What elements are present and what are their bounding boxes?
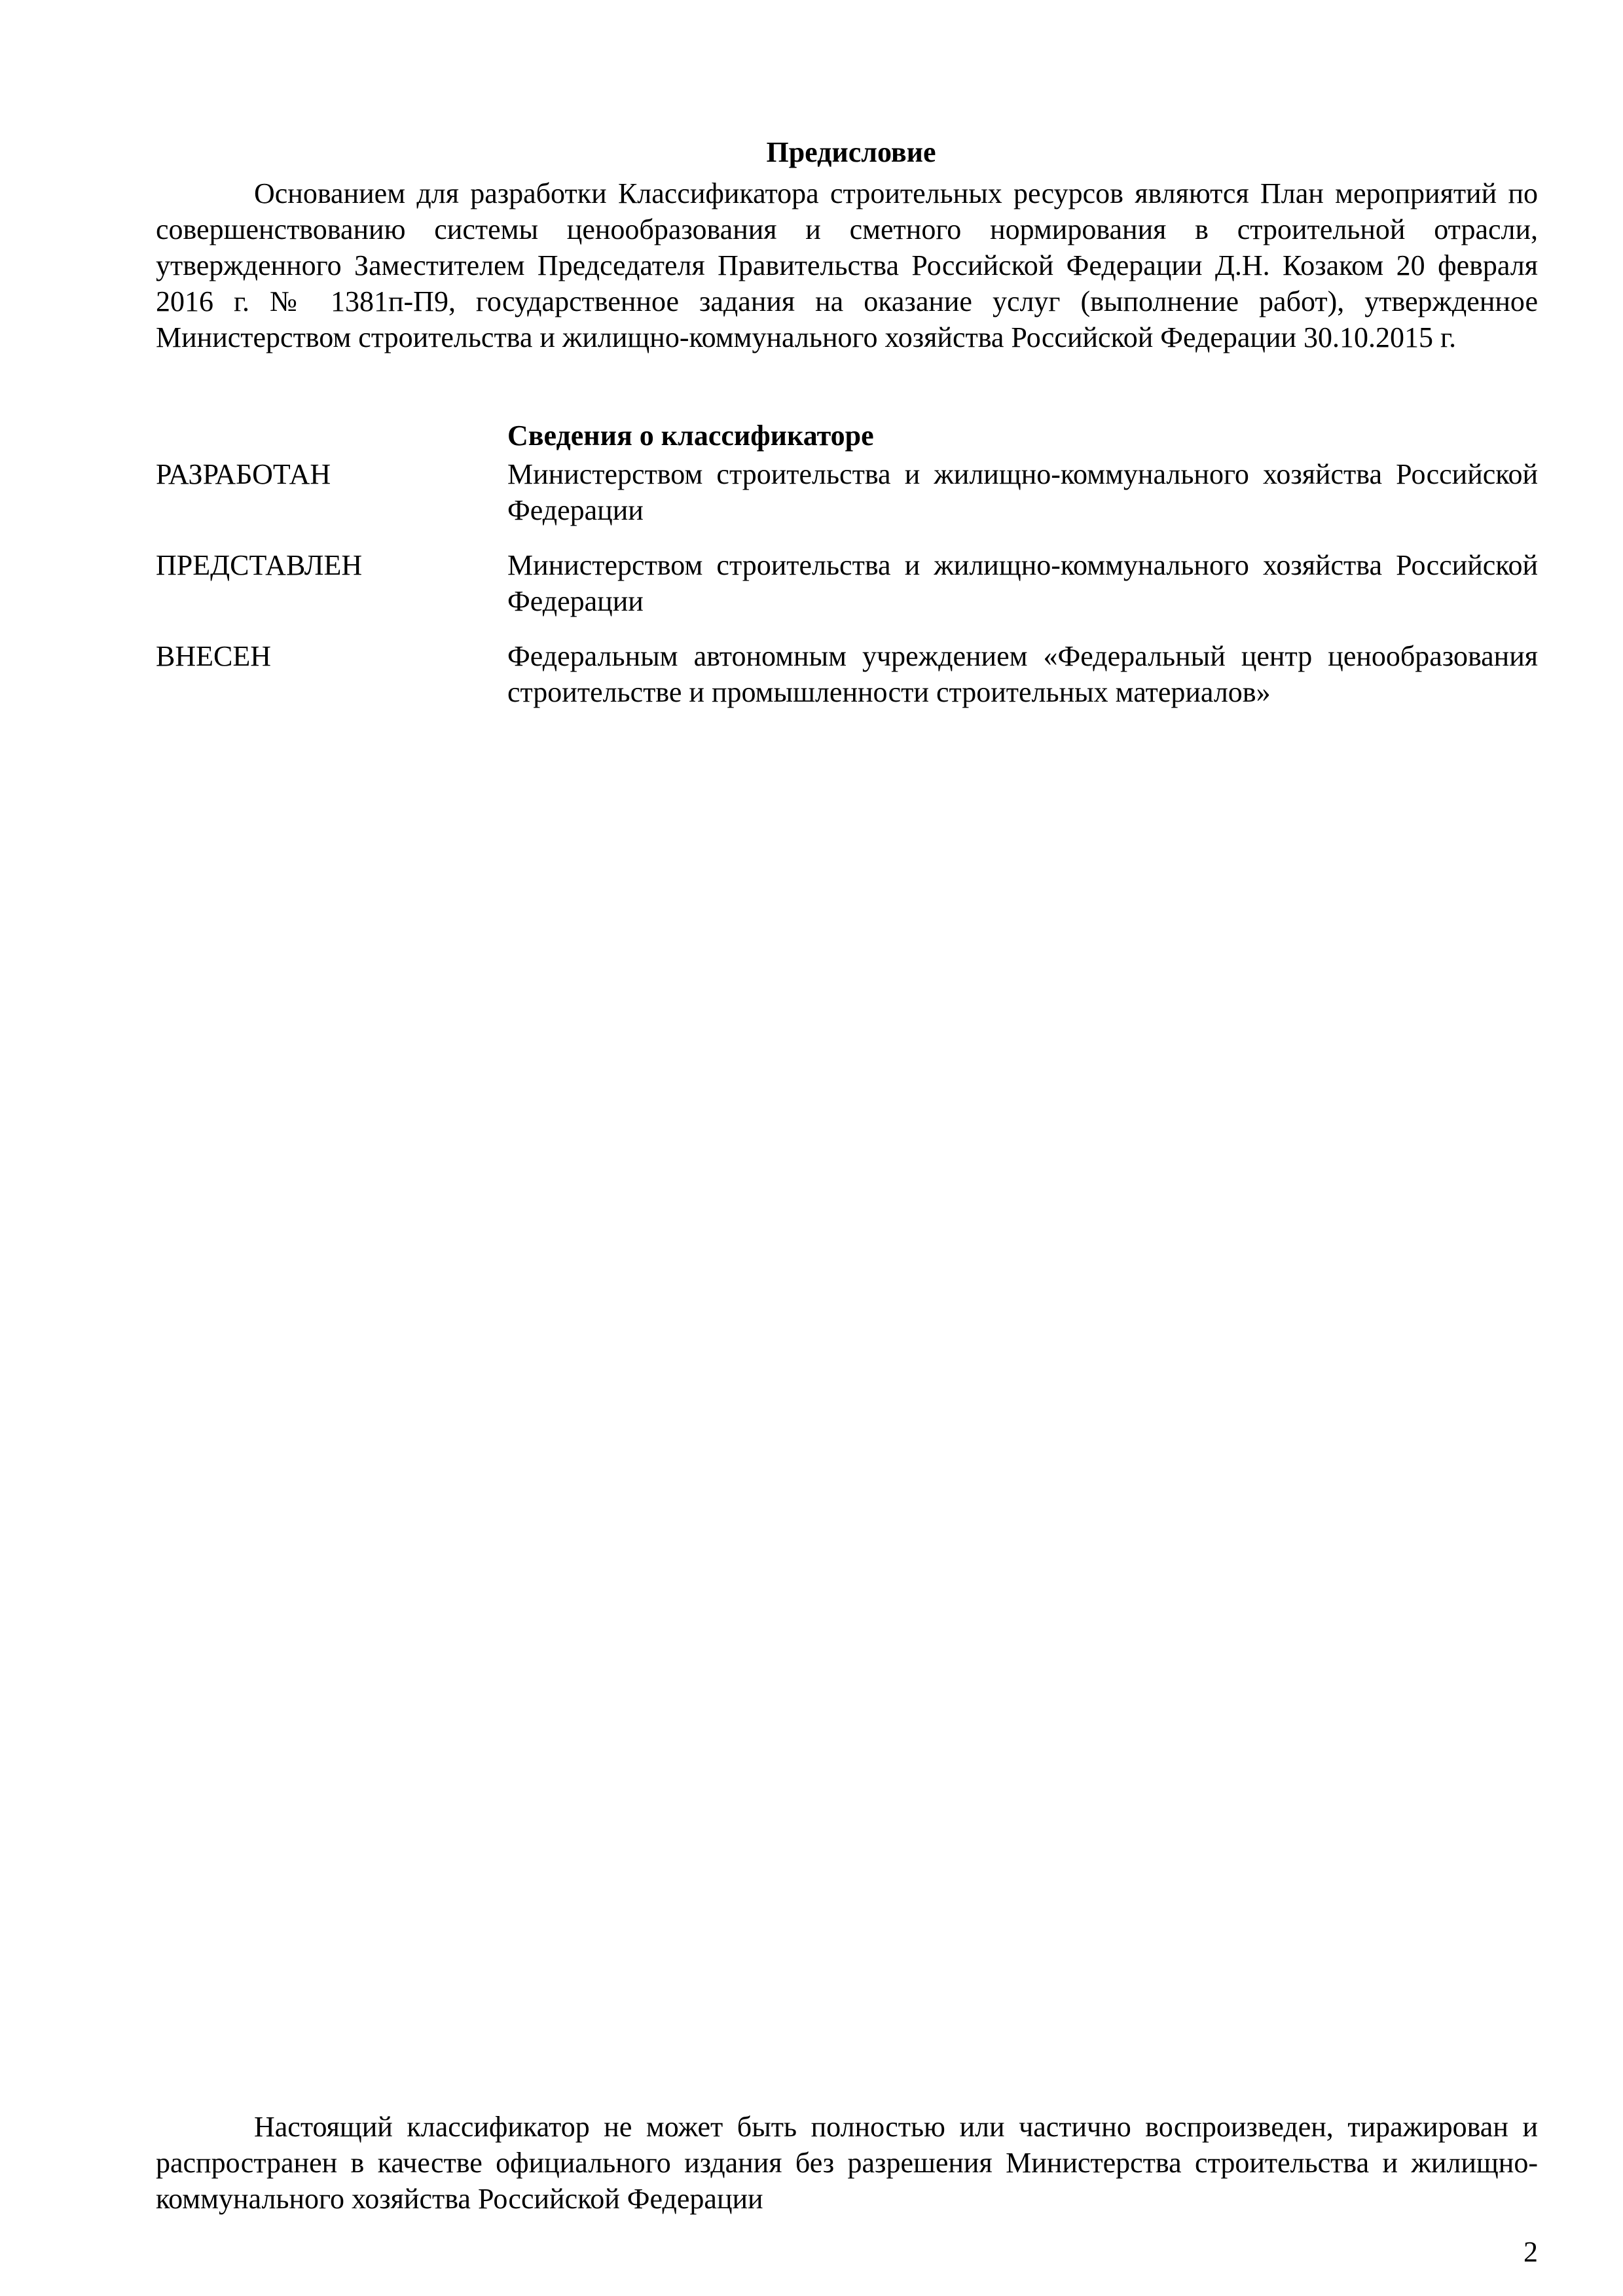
page-number: 2 — [1523, 2236, 1538, 2268]
intro-paragraph: Основанием для разработки Классификатора строительных ресурсов являются План мероприятий по совершенствованию системы ценообразования и сметного нормирования в строительной отрасли, утвержденного Заместителем Председателя Правительства Российской Федерации Д.Н. Козаком 20 февраля 2016 г. № 1381п-П9, государственное задания на оказание услуг (выполнение работ), утвержденное Министерством строительства и жилищно-коммунального хозяйства Российской Федерации 30.10.2015 г. — [156, 177, 1538, 353]
info-value: Федеральным автономным учреждением «Федеральный центр ценообразования строительстве и промышленности строительных материалов» — [507, 640, 1538, 708]
info-heading: Сведения о классификаторе — [507, 420, 874, 452]
page-title: Предисловие — [766, 136, 936, 168]
info-label: ПРЕДСТАВЛЕН — [156, 549, 363, 581]
info-label: РАЗРАБОТАН — [156, 458, 331, 490]
copyright-notice: Настоящий классификатор не может быть полностью или частично воспроизведен, тиражирован и распространен в качестве официального издания без разрешения Министерства строительства и жилищно-коммунального хозяйства Российской Федерации — [156, 2111, 1538, 2215]
info-label: ВНЕСЕН — [156, 640, 271, 672]
info-value: Министерством строительства и жилищно-коммунального хозяйства Российской Федерации — [507, 549, 1538, 617]
info-value: Министерством строительства и жилищно-коммунального хозяйства Российской Федерации — [507, 458, 1538, 526]
